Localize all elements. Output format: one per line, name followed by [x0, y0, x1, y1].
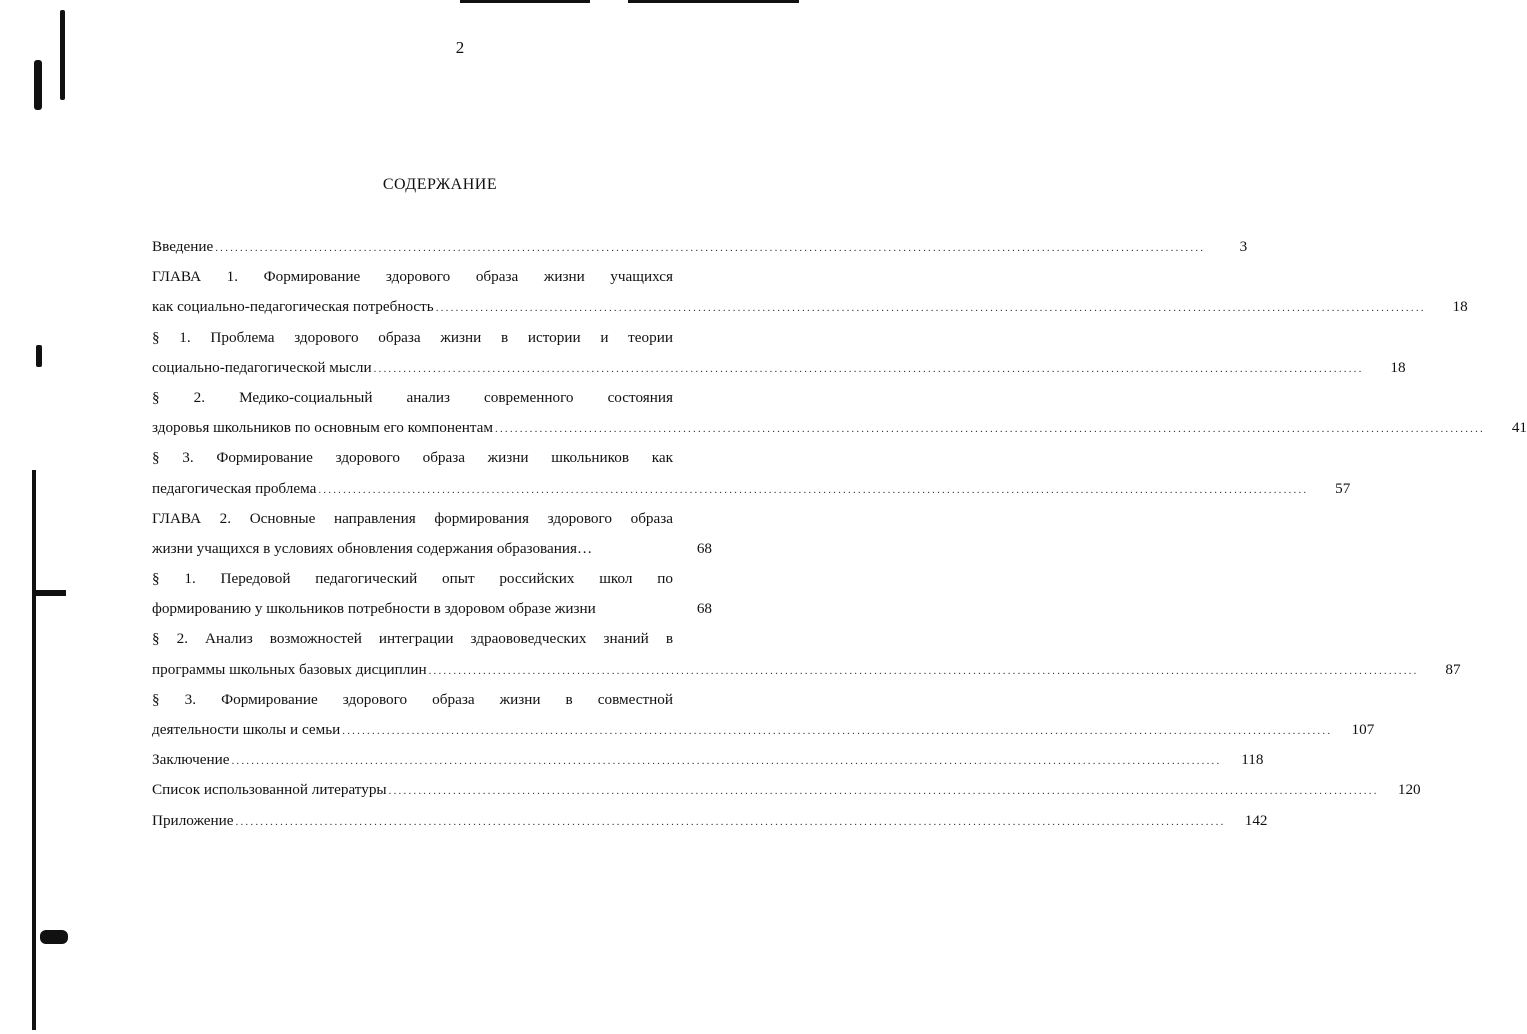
toc-entry-text: социально-педагогической мысли	[152, 358, 372, 376]
toc-page-number: 57	[1335, 479, 1351, 497]
toc-line	[152, 413, 1527, 443]
toc-page-number: 118	[1241, 751, 1264, 769]
toc-entry-text: § 1. Передовой педагогический опыт российских школ по	[152, 570, 673, 588]
toc-page-number: 87	[1445, 660, 1461, 678]
toc-page-number: 18	[1452, 298, 1468, 316]
page-title: СОДЕРЖАНИЕ	[382, 176, 498, 193]
toc-entry-text: формированию у школьников потребности в здоровом образе жизни	[152, 600, 596, 618]
toc-entry-text: Список использованной литературы	[152, 781, 387, 799]
toc-line	[152, 655, 1461, 685]
toc-entry-text: здоровья школьников по основным его компонентам	[152, 419, 493, 437]
toc-page-number: 18	[1390, 358, 1406, 376]
toc-entry	[152, 685, 1375, 745]
table-of-contents	[152, 232, 1527, 836]
toc-entry-text: педагогическая проблема	[152, 479, 317, 497]
toc-entry	[152, 323, 1406, 383]
toc-entry-text: Введение	[152, 238, 214, 255]
toc-entry-text: § 3. Формирование здорового образа жизни школьников как	[152, 449, 673, 467]
toc-entry-text: ГЛАВА 2. Основные направления формирования здорового образа	[152, 509, 673, 527]
toc-page-number: 142	[1244, 811, 1268, 829]
toc-entry	[152, 806, 1268, 836]
toc-entry	[152, 624, 1461, 684]
toc-entry	[152, 232, 1248, 262]
toc-line	[152, 292, 1468, 322]
toc-line	[152, 806, 1268, 836]
toc-line	[152, 534, 712, 564]
toc-line	[152, 624, 712, 654]
toc-entry	[152, 564, 712, 624]
toc-page-number: 120	[1397, 781, 1421, 799]
toc-entry-text: § 3. Формирование здорового образа жизни в совместной	[152, 690, 673, 708]
leader-dots: ........................................................................................................................................................................................................	[388, 785, 1379, 798]
toc-line	[152, 594, 712, 624]
toc-line	[152, 262, 712, 292]
toc-entry	[152, 504, 712, 564]
toc-page-number: 3	[1239, 238, 1248, 255]
toc-line	[152, 504, 712, 534]
leader-dots: ........................................................................................................................................................................................................	[215, 242, 1206, 254]
toc-line	[152, 745, 1264, 775]
toc-line	[152, 383, 712, 413]
toc-page-number: 107	[1351, 721, 1375, 738]
toc-line	[152, 443, 712, 473]
toc-line	[152, 775, 1421, 805]
toc-line	[152, 715, 1375, 745]
toc-entry-text: Приложение	[152, 811, 234, 829]
leader-dots: ........................................................................................................................................................................................................	[495, 423, 1485, 436]
toc-line	[152, 323, 712, 353]
toc-line	[152, 685, 712, 715]
leader-dots: ........................................................................................................................................................................................................	[373, 362, 1364, 375]
leader-dots: ........................................................................................................................................................................................................	[235, 815, 1226, 828]
toc-page-number: 68	[696, 600, 712, 618]
toc-entry-text: § 2. Медико-социальный анализ современного состояния	[152, 388, 673, 406]
toc-entry	[152, 262, 1468, 322]
toc-entry-text: ГЛАВА 1. Формирование здорового образа жизни учащихся	[152, 268, 673, 286]
toc-entry	[152, 745, 1264, 775]
leader-dots: ........................................................................................................................................................................................................	[428, 664, 1419, 677]
toc-entry	[152, 775, 1421, 805]
toc-entry-text: жизни учащихся в условиях обновления содержания образования…	[152, 539, 593, 557]
toc-entry-text: § 1. Проблема здорового образа жизни в истории и теории	[152, 328, 673, 346]
toc-page-number: 41	[1511, 419, 1527, 437]
leader-dots: ........................................................................................................................................................................................................	[318, 483, 1309, 496]
toc-line	[152, 353, 1406, 383]
toc-line	[152, 232, 1248, 262]
toc-entry-text: § 2. Анализ возможностей интеграции здраововедческих знаний в	[152, 630, 673, 648]
toc-entry-text: программы школьных базовых дисциплин	[152, 660, 427, 678]
toc-entry-text: Заключение	[152, 751, 230, 769]
toc-line	[152, 474, 1351, 504]
page-number: 2	[455, 38, 465, 57]
toc-line	[152, 564, 712, 594]
toc-page-number: 68	[696, 539, 712, 557]
leader-dots: ........................................................................................................................................................................................................	[435, 302, 1426, 315]
toc-entry-text: как социально-педагогическая потребность	[152, 298, 434, 316]
toc-entry	[152, 443, 1351, 503]
toc-entry-text: деятельности школы и семьи	[152, 721, 341, 738]
leader-dots: ........................................................................................................................................................................................................	[231, 755, 1222, 768]
leader-dots: ........................................................................................................................................................................................................	[342, 725, 1333, 737]
toc-entry	[152, 383, 1527, 443]
